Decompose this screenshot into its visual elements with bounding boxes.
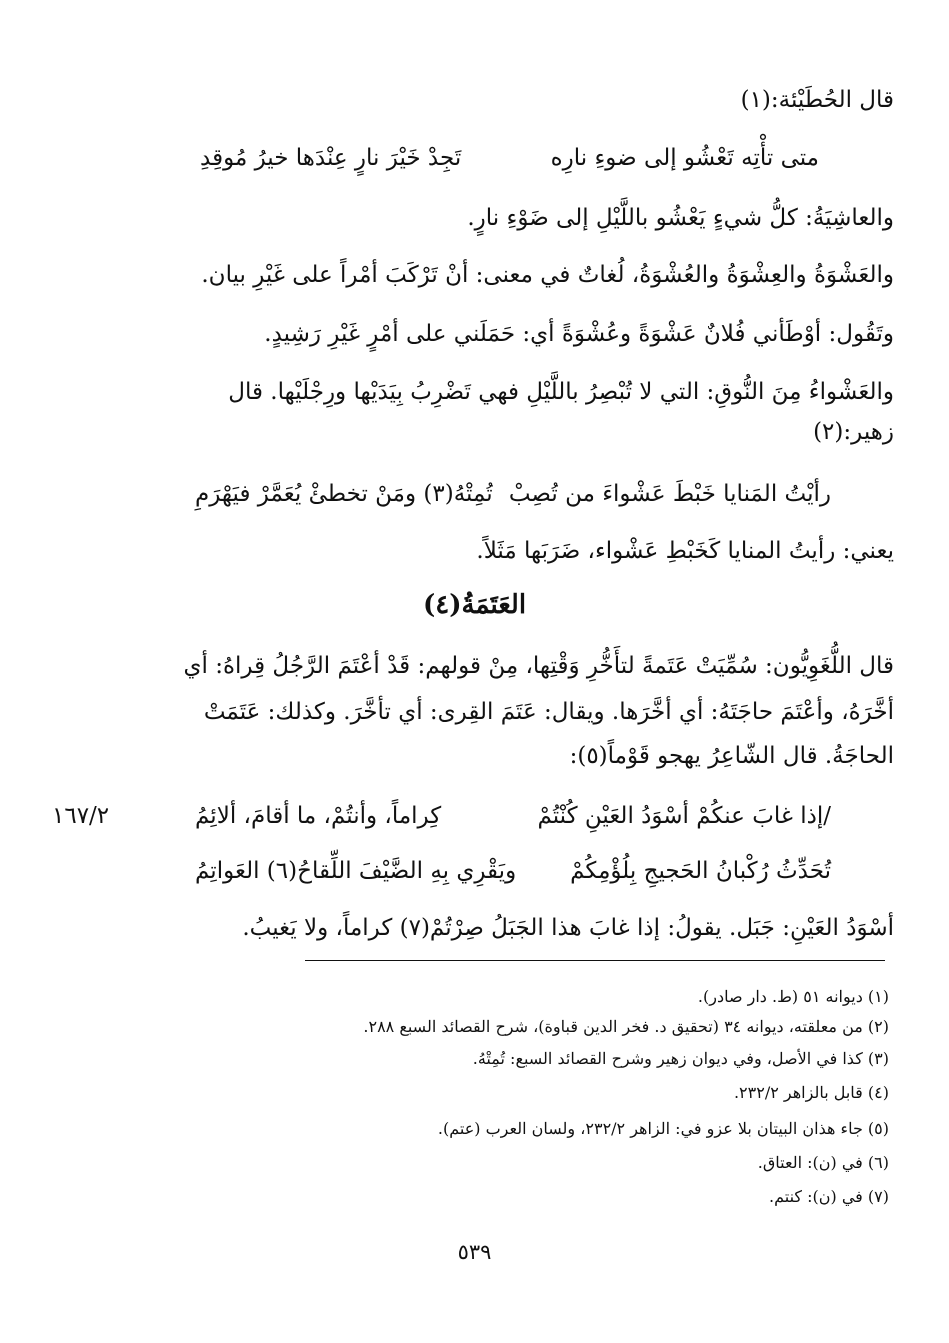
para1-line-3: وتَقُول: أوْطَأني فُلانٌ عَشْوَةً وعُشْوَةً أي: حَمَلَني على أمْرٍ غَيْرِ رَشِيدٍ. [264, 321, 894, 347]
marginal-page-reference: ١٦٧/٢ [52, 803, 110, 829]
para3-line-2: أخَّرَهُ، وأعْتَمَ حاجَتَهُ: أي أخَّرَها. ويقال: عَتَمَ القِرى: أي تأخَّرَ. وكذلك: عَتَمَتْ [203, 699, 894, 725]
footnote-3: (٣) كذا في الأصل، وفي ديوان زهير وشرح القصائد السبع: تُمِتْهُ. [472, 1049, 889, 1068]
para2-line: يعني: رأيتُ المنايا كَخَبْطِ عَشْواء، ضَرَبَها مَثَلاً. [476, 538, 894, 564]
para1-line-5: زهير:(٢) [813, 419, 894, 445]
footnote-4: (٤) قابل بالزاهر ٢٣٢/٢. [733, 1083, 889, 1102]
para4-line: أسْوَدُ العَيْنِ: جَبَل. يقولُ: إذا غابَ هذا الجَبَلُ صِرْتُمْ(٧) كراماً، ولا يَغيبُ. [242, 915, 894, 941]
section-heading: العَتَمَةُ(٤) [422, 590, 527, 620]
verse3-second-hemistich: كِراماً، وأنتُمْ، ما أقامَ، ألائِمُ [195, 803, 442, 829]
footnote-5: (٥) جاء هذان البيتان بلا عزو في: الزاهر ٢٣٢/٢، ولسان العرب (عتم). [437, 1119, 889, 1138]
footnote-1: (١) ديوانه ٥١ (ط. دار صادر). [697, 987, 889, 1006]
verse4-first-hemistich: تُحَدِّثُ رُكْبانُ الحَجيجِ بِلُؤْمِكُمْ [570, 858, 831, 884]
page-number: ٥٣٩ [457, 1240, 492, 1264]
footnote-separator [305, 960, 885, 961]
para1-line-1: والعاشِيَةُ: كلُّ شيءٍ يَعْشُو باللَّيْلِ إلى ضَوْءِ نارٍ. [467, 205, 894, 231]
verse2-first-hemistich: رأيْتُ المَنايا خَبْطَ عَشْواءَ من تُصِبْ [508, 481, 831, 507]
para3-line-3: الحاجَةُ. قال الشّاعِرُ يهجو قَوْماً(٥): [569, 743, 894, 769]
footnote-2: (٢) من معلقته، ديوانه ٣٤ (تحقيق د. فخر الدين قباوة)، شرح القصائد السبع ٢٨٨. [363, 1017, 889, 1036]
verse1-first-hemistich: متى تأْتِه تَعْشُو إلى ضوءِ نارِه [550, 145, 819, 171]
para3-line-1: قال اللُّغَوِيُّون: سُمِّيَتْ عَتَمةً لتأَخُّرِ وَقْتِها، مِنْ قولهم: قَدْ أعْتَمَ الرَّجُلُ قِراهُ: أي [183, 653, 894, 679]
intro-line: قال الحُطَيْئة:(١) [740, 87, 894, 113]
footnote-6: (٦) في (ن): العتاق. [757, 1153, 889, 1172]
footnote-7: (٧) في (ن): كنتم. [769, 1187, 889, 1206]
verse4-second-hemistich: ويَقْرِي بِهِ الضَّيْفَ اللِّقاحُ(٦) العَواتِمُ [195, 858, 517, 884]
verse3-first-hemistich: /إذا غابَ عنكُمْ أسْوَدُ العَيْنِ كُنْتُمْ [537, 803, 831, 829]
verse2-second-hemistich: تُمِتْهُ(٣) ومَنْ تخطئْ يُعَمَّرْ فيَهْرَمِ [195, 481, 493, 507]
para1-line-2: والعَشْوَةُ والعِشْوَةُ والعُشْوَةُ، لُغاتٌ في معنى: أنْ تَرْكَبَ أمْراً على غَيْرِ بيان. [201, 262, 894, 288]
verse1-second-hemistich: تَجِدْ خَيْرَ نارٍ عِنْدَها خيرُ مُوقِدِ [200, 145, 462, 171]
para1-line-4: والعَشْواءُ مِنَ النُّوقِ: التي لا تُبْصِرُ باللَّيْلِ فهي تَضْرِبُ بِيَدَيْها ورِجْلَيْها. قال [228, 379, 894, 405]
